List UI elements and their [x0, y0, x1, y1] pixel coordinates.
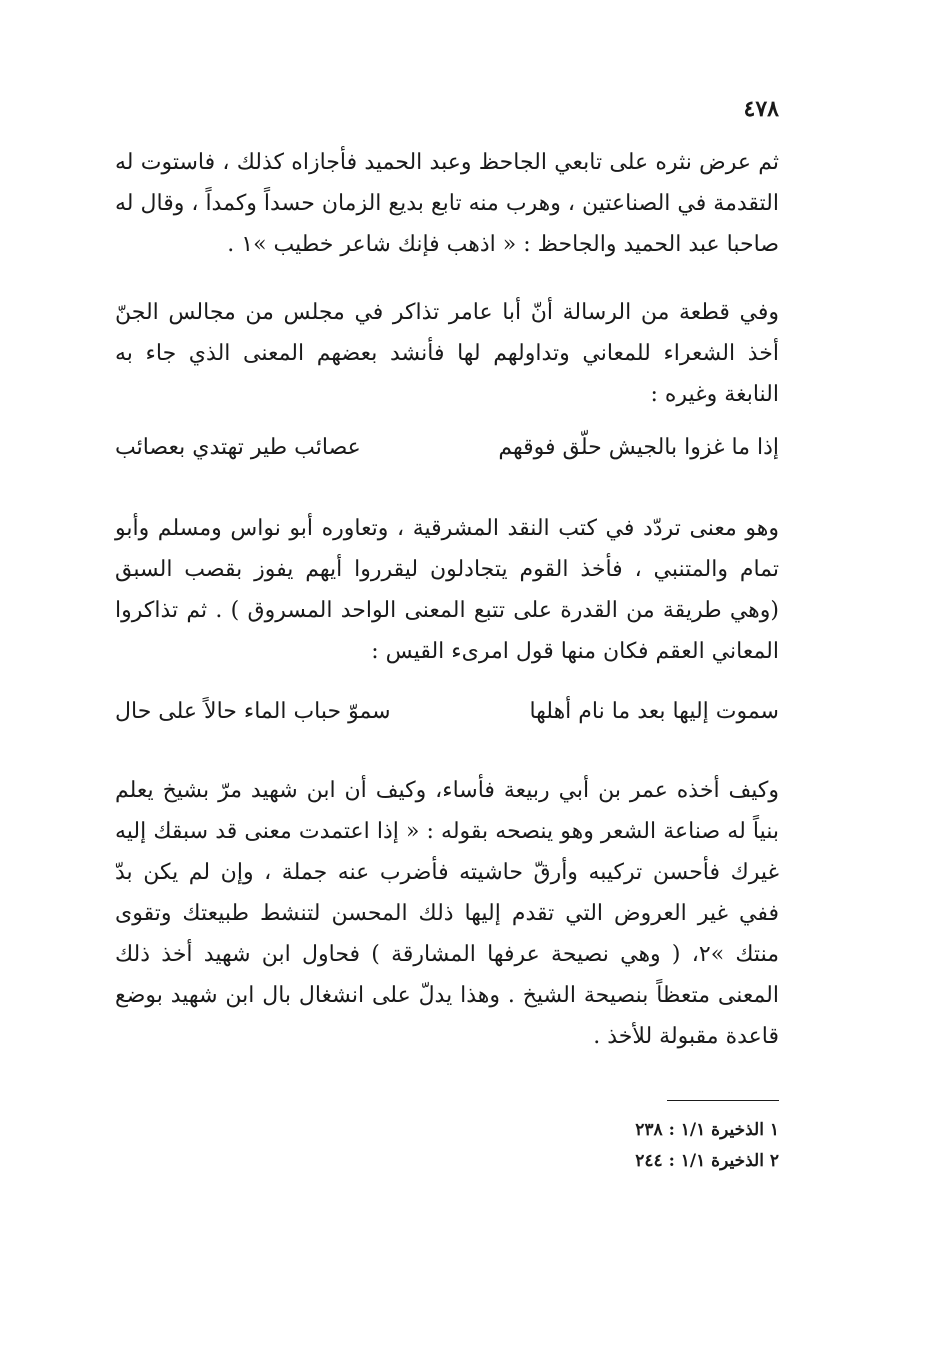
- footnote-divider: [667, 1100, 779, 1101]
- verse-imru-al-qays: [115, 692, 779, 732]
- paragraph-3: وهو معنى تردّد في كتب النقد المشرقية ، وتعاوره أبو نواس ومسلم وأبو تمام والمتنبي ، فأخذ القوم يتجادلون ليقرروا أيهم يفوز بقصب السبق (وهي طريقة من القدرة على تتبع المعنى الواحد المسروق ) . ثم تذاكروا المعاني العقم فكان منها قول امرىء القيس :: [115, 516, 779, 664]
- verse-second-hemistich: عصائب طير تهتدي بعصائب: [115, 435, 361, 460]
- paragraph-4: وكيف أخذه عمر بن أبي ربيعة فأساء، وكيف أن ابن شهيد مرّ بشيخ يعلم بنياً له صناعة الشعر وهو ينصحه بقوله : « إذا اعتمدت معنى قد سبقك إليه غيرك فأحسن تركيبه وأرقّ حاشيته فأضرب عنه جملة ، وإن لم يكن بدّ ففي غير العروض التي تقدم إليها ذلك المحسن لتنشط طبيعتك وتقوى منتك »٢، ( وهي نصيحة عرفها المشارقة ) فحاول ابن شهيد أخذ ذلك المعنى متعظاً بنصيحة الشيخ . وهذا يدلّ على انشغال بال ابن شهيد بوضع قاعدة مقبولة للأخذ .: [115, 778, 779, 1049]
- page-number: ٤٧٨: [743, 96, 779, 122]
- footnote-1: ١ الذخيرة ١/١ : ٢٣٨: [635, 1120, 779, 1140]
- verse-first-hemistich: إذا ما غزوا بالجيش حلّق فوقهم: [498, 435, 779, 460]
- footnotes: [379, 1115, 779, 1177]
- footnote-2: ٢ الذخيرة ١/١ : ٢٤٤: [635, 1151, 779, 1171]
- verse-nabigha: [115, 428, 779, 468]
- verse-first-hemistich: سموت إليها بعد ما نام أهلها: [529, 699, 779, 724]
- verse-second-hemistich: سموّ حباب الماء حالاً على حال: [115, 699, 391, 724]
- paragraph-2: وفي قطعة من الرسالة أنّ أبا عامر تذاكر في مجلس من مجالس الجنّ أخذ الشعراء للمعاني وتداولهم لها فأنشد بعضهم المعنى الذي جاء به النابغة وغيره :: [115, 300, 779, 407]
- paragraph-1: ثم عرض نثره على تابعي الجاحظ وعبد الحميد فأجازاه كذلك ، فاستوت له التقدمة في الصناعتين ، وهرب منه تابع بديع الزمان حسداً وكمداً ، وقال له صاحبا عبد الحميد والجاحظ : « اذهب فإنك شاعر خطيب »١ .: [115, 150, 779, 257]
